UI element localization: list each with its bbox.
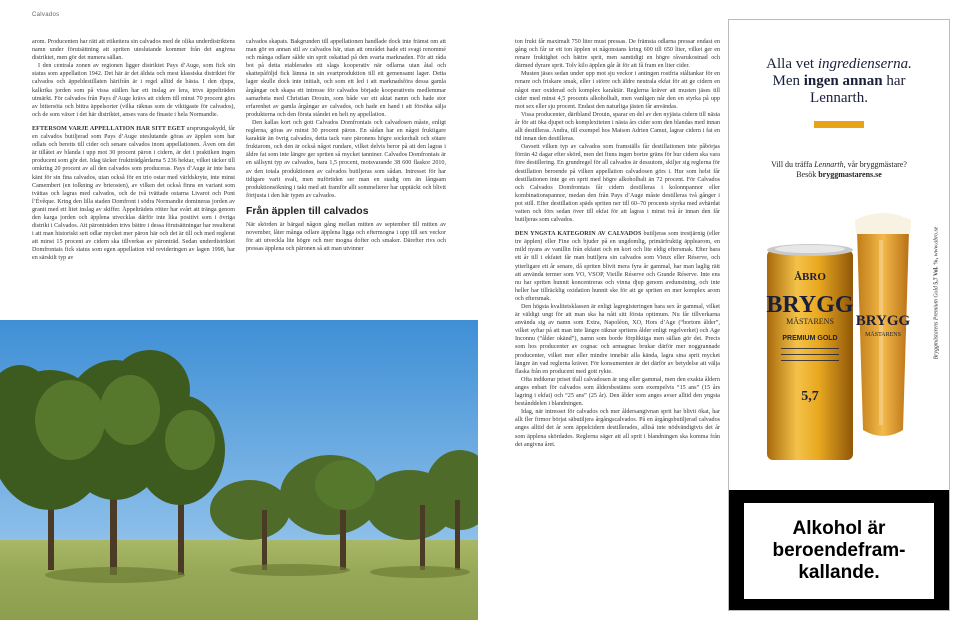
ad-panel <box>729 20 949 490</box>
paragraph: Vissa producenter, däribland Drouin, sparar en del av den nyjästa cidern till nästa år för att öka djupet och komplexiteten i nästa års cider som den blandas med innan allt destilleras. Andra, till exempel hos Maison Adrien Camut, lagrar cidern i fat en tid innan den destilleras. <box>515 111 720 143</box>
ad-headline <box>739 56 939 107</box>
ad-legal-note <box>934 227 940 360</box>
can-variant: PREMIUM GOLD <box>782 335 838 342</box>
paragraph-text: butiljeras som trestjärnig (eller tre äpplen) eller Fine och bjuder på en ungdomlig, primärfruktig äpplearom, en mild nyans av vanillin från ekfatet och en kort och lite eldig eftersmak. Efter bara ett år till i ekfatet får man butiljera sin calvados som Vieux eller Réserve, och ytterligare ett år senare, då spriten blivit mera fyra år gammal, har man laglig rätt att använda termer som VO, VSOP, Vieille Réserve och Grande Réserve. Inte ens nu har spriten hunnit koncentreras och vinna djup genom avdunstning, och inte heller har tillräcklig oxidation hunnit ske för att ge spriten en mer komplex arom och eftersmak. <box>515 231 720 302</box>
invite-text: , vår bryggmästare? <box>843 160 907 169</box>
paragraph-text: ursprungsskydd, får en calvados butiljerad som Pays d’Auge uteslutande göras av äpplen som har odlats och beretts till cider och senare calvados inom appellationen. Även om det är tillåtet av blanda i upp mot 30 procent päron i cidern, är det i praktiken ingen producent som gör det. Idag täcker fruktträdgårdarna 5 236 hektar, vilket täcker till omkring 20 procent av all den calvados som produceras. Pays d’Auge är inte bara känt för sin fina calvados, utan också för en trio ostar med världskryte, inte minst Camembert (en tolkning av brieosten), av vilken det också finns en variant som tvättas och lagras med calvados, och de två tvättade ostarna Livarot och Pont l’Évêque. Kring den lilla staden Domfront i södra Normandie domineras jorden av granit med ett litet inslag av skiffer. Äppelträdets rötter har svårt att tränga genom den karga jorden och äpplena utvecklas därför inte lika positivt som i övriga distrikt i Calvados. Att päronträden trivs bättre i dessa förutsättningar har resulterat i att man historiskt sett odlar mycket mer päron här och det är till och med reglerat att minst 15 procent av cidern ska tillverkas av päronträd. Sedan underdistriktet Domfrontais fick status som egen appellation vid revideringen av lagen 1998, har en särskilt typ av <box>32 125 236 262</box>
warning-line: beroendefram- <box>772 540 906 561</box>
can-brand-top: ÅBRO <box>794 271 826 283</box>
beer-can-and-glass <box>759 200 929 470</box>
alcohol-warning <box>739 498 939 604</box>
lead-in: EFTERSOM VARJE APPELLATION HAR SITT EGET <box>32 125 185 132</box>
invite-text: Besök <box>796 170 817 179</box>
beer-glass <box>855 213 911 436</box>
glass-sub-brand: MÄSTARENS <box>865 332 901 338</box>
headline-bold: ingen annan <box>803 73 883 89</box>
can-brand-sub: MÄSTARENS <box>786 317 834 326</box>
paragraph: Den högsta kvalitetsklassen är enligt lagregisteringen bara sex år gammal, vilket är väldigt ungt för att man ska ha nått sitt första optimum. Nu får tillverkarna använda sig av namn som Extra, Napoléon, XO, Hors d’Age (“bortom ålder”, vilket syftar på att man inte längre räknar spritens ålder enligt regelverket) och Age Inconnu (“ålder okänd”), namn som borde förpliktiga men sällan gör det. Precis som hos producenter av cognac och armagnac brukar därför mer noggrannade producenter, vilket mer eller mindre innebär alla kända, lagra sina sprit mycket längre än vad reglerna kräver. För konsumenten är det därför av betydelse att välja flaska från en producent med gott rykte. <box>515 304 720 375</box>
paragraph: Ofta indikerar priset ifall calvadosen är ung eller gammal, men den exakta åldern anges enbart för calvados som åldersbestäms som exempelvis “15 ans” (15 års lagring i ekfat) och “25 ans” (25 år). Den ålder som anges avser alltid den yngsta bestånddelen i blandningen. <box>515 376 720 408</box>
headline-text: har <box>886 73 906 89</box>
legal-abv: 5,7 Vol. %, <box>933 257 940 285</box>
paragraph: I den centrala zonen av regionen ligger distriktet Pays d’Auge, som fick sin status som appellation 1942. Det här är det äldsta och mest klassiska distriktet för calvados och äppeldestillaten härifrån är i regel alltid de bästa. I den djupa, kalkrika jorden som på vissa ställen har ett inslag av lera, trivs äppelträden utmärkt. För calvados från Pays d’Auge krävs att cidern till minst 70 procent görs av bittersöta och bittra äppelsorter (vilka räknas som de viktigaste för calvados), och de som växer i det här distriktet, anses vara de finaste i hela Normandie. <box>32 63 235 118</box>
headline-emphasis: ingredienserna. <box>817 56 912 72</box>
headline-name: Lennarth. <box>810 90 868 106</box>
paragraph: ton frukt får maximalt 750 liter must pressas. De främsta odlarna pressar endast en gång och får ur ett ton äpplen ut någonstans kring 600 till 650 liter, vilket ger en renare fruktighet och bättre sprit, men samtidigt en högre råvarukostnad och därmed dyrare sprit. Tolv kilo äpplen går åt för att få fram en liter cider. <box>515 39 720 70</box>
can-abv: 5,7 <box>801 389 819 404</box>
legal-url: www.abro.se <box>933 226 940 257</box>
website-link[interactable]: bryggmastarens.se <box>818 170 882 179</box>
paragraph: Oavsett vilken typ av calvados som framställs får destillationen inte påbörjas förrän 42 dagar efter skörd, men det finns ingen bortre gräns för hur cidern ska vara före destillering. En grundregel för all calvados är dessutom, skiljer sig reglerna för destillation beroende på vilken appellation calvadosen görs i. Hur som helst får destillationen inte ge en sprit med högre alkoholhalt än 72 procent. För Calvados och Calvados Domfrontais får cidern destilleras i kolonnpannor eller kombinationspannor, medan den från Pays d’Auge måste destilleras två gånger i pot still. Efter destillation späds spriten ner till 60–70 procents styrka med avhärdat vatten och förs sedan över till ekfat för att lagras i minst två år innan den får butiljeras som calvados. <box>515 144 720 224</box>
section-header: Calvados <box>32 12 60 18</box>
article-column-1 <box>32 38 235 263</box>
beer-advertisement[interactable] <box>728 19 950 611</box>
orchard-photo <box>0 320 478 620</box>
invite-emphasis: Lennarth <box>814 160 844 169</box>
glass-brand: BRYGG <box>855 313 911 329</box>
legal-text: Bryggmästarens Premium Gold <box>933 286 940 360</box>
paragraph <box>515 230 720 303</box>
article-column-2 <box>246 38 446 253</box>
headline-text: Men <box>772 73 801 89</box>
subheading: Från äpplen till calvados <box>246 204 369 217</box>
beer-can <box>766 244 853 460</box>
warning-line: kallande. <box>798 562 880 583</box>
paragraph: Den kallas kort och gott Calvados Domfrontais och calvadosen måste, enligt reglerna, göras av minst 30 procent päron. En sådan har en något fruktigare karaktär än övrig calvados, detta tack vare päronens högre sockerhalt och sötare fruktarom, och den är också något rundare, vilket delvis beror på att den lagras i äldre fat som inte längre ger spriten så mycket tanniner. Calvados Domfrontais är en sällsynt typ av calvados, bara 1,5 procent, motsvarande 38 600 flaskor 2010, av den totala produktionen av calvados butiljeras som sådan. Intresset för har tidigare varit svalt, men nuförtiden ser man en stadig om än långsam produktionsökning i takt med att framför allt sommelierer har upptäckt och blivit förtjusta i den här typen av calvados. <box>246 119 446 199</box>
invite-text: Vill du träffa <box>771 160 813 169</box>
can-brand-main: BRYGG <box>766 292 854 318</box>
paragraph: När skörden är bärgad någon gång mellan mitten av september till mitten av november, låter många odlare äpplena ligga och eftermogna i upp till sex veckor för att utveckla lite högre och mer mogna dofter och smaker. Därefter rivs och pressas äpplena och päronen så att man utvinner <box>246 221 446 253</box>
paragraph: calvados skapats. Bakgrunden till appellationen handlade dock inte främst om att man gör en annan stil av calvados här, utan att området hade ett svagt renommé och många odlare sålde sin sprit oskattad på den svarta marknaden. För att råda bot på detta etablerades ett slags kooperativ när odlarna utan åtal och skattepåföljd fick lämna in sin svartproduktion till ett gemensamt lager. Detta lager skulle dock inte initialt, och som ett led i att marknadsföra dessa gamla årgångar och skapa ett intresse för calvados började kooperativets medlemmar samarbeta med Christian Drouin, som både var ett aktat namn och hade stor erfarenhet av gamla årgångar av calvados, och hade en hand i att försöka sälja produkterna och den första ståndet en helt ny appellation. <box>246 39 446 118</box>
accent-bar <box>814 121 864 128</box>
ad-invite <box>729 160 949 180</box>
paragraph: Musten jäses sedan under upp mot sju veckor i antingen rostfria ståltankar för en renare och friskare smak, eller i större och äldre neutrala ekfat för att ge cidern en något mer oxiderad och komplex karaktär. Reglerna kräver att musten jäses till cider med minst 4,5 procents alkoholhalt, men vanligen når den en styrka på upp mot sex eller sju procent. Endast den naturliga jästen får användas. <box>515 71 720 110</box>
lead-in: DEN YNGSTA KATEGORIN AV CALVADOS <box>515 231 642 238</box>
paragraph: Idag, när intresset för calvados och mer åldersangivnan sprit har blivit ökat, har allt fler firmor börjat säbutiljera årgångscalvados. På en årgångsbutiljerad calvados anges alltid det år som äppelcidern destillerades, alltså inte nödvändigtvis det år som äpplena skördades. Reglerna säger att all sprit i blandningen ska komma från det angivna året. <box>515 409 720 448</box>
paragraph <box>32 125 235 263</box>
headline-text: Alla vet <box>766 56 815 72</box>
article-column-3 <box>515 38 720 449</box>
paragraph: arom. Producenten har rätt att etikettera sin calvados med de olika underdistriktens namn under förutsättning att spriten uteslutande kommer från det angivna distriktet, men gör det numera sällan. <box>32 39 235 62</box>
warning-text <box>772 518 905 584</box>
warning-line: Alkohol är <box>792 518 886 539</box>
